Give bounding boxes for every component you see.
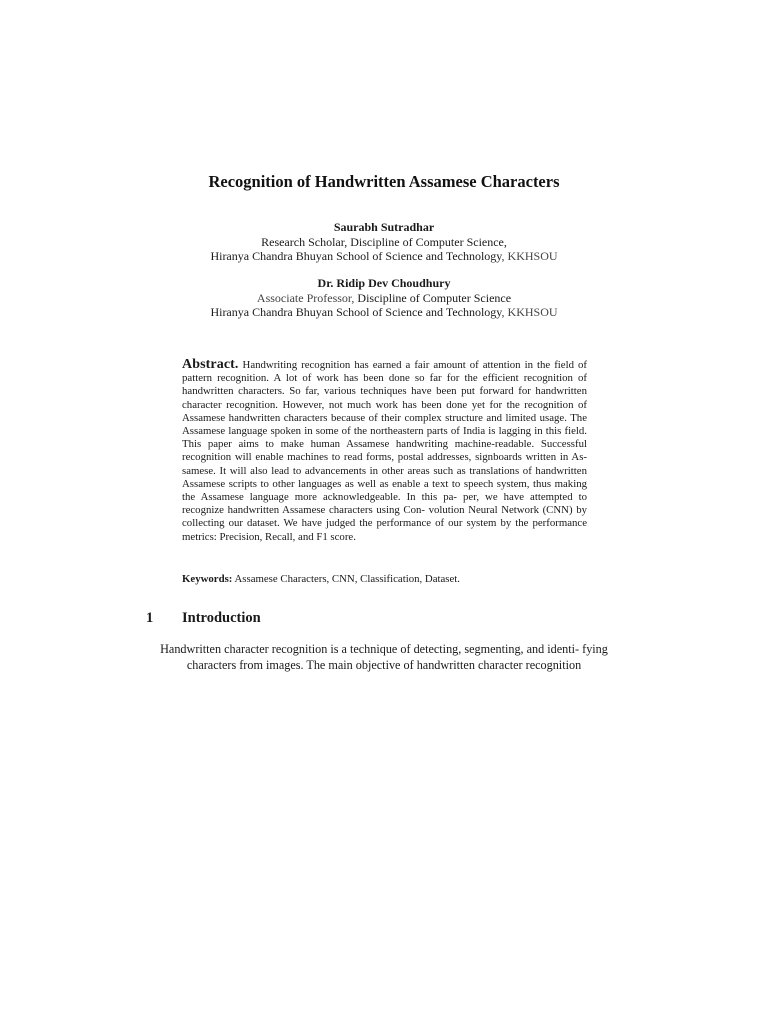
author-role <box>0 291 768 306</box>
section-paragraph: Handwritten character recognition is a technique of detecting, segmenting, and identi- fying characters from images. The main objective of handwritten character recognition <box>160 642 608 672</box>
author-block-2 <box>0 276 768 320</box>
section-heading <box>146 610 261 627</box>
author-affiliation <box>0 249 768 264</box>
keywords <box>182 573 587 586</box>
author-name: Dr. Ridip Dev Choudhury <box>317 276 451 290</box>
keywords-text: Assamese Characters, CNN, Classification, Dataset. <box>234 573 460 585</box>
abstract-text: Handwriting recognition has earned a fair amount of attention in the field of pattern recognition. A lot of work has been done so far for the efficient recognition of handwritten characters. So far, various techniques have been put forward for handwritten character recognition. However, not much work has been done yet for the recognition of Assamese handwritten characters because of their complex structure and limited usage. The Assamese language spoken in some of the northeastern parts of India is lagging in this field. This paper aims to make human Assamese handwriting machine-readable. Successful recognition will enable machines to read forms, postal addresses, signboards written in As- samese. It will also lead to advancements in other areas such as translations of handwritten Assamese scripts to other languages as well as enable a text to speech system, thus making the Assamese language more acknowledgeable. In this pa- per, we have attempted to recognize handwritten Assamese characters using Con- volution Neural Network (CNN) by collecting our dataset. We have judged the performance of our system by the performance metrics: Precision, Recall, and F1 score. <box>182 359 587 543</box>
author-affiliation <box>0 305 768 320</box>
author-role-discipline: Discipline of Computer Science <box>357 290 512 305</box>
paper-title: Recognition of Handwritten Assamese Characters <box>208 172 560 191</box>
author-role: Research Scholar, Discipline of Computer Science, <box>261 234 507 249</box>
affiliation-university: , KKHSOU <box>501 305 558 319</box>
author-name: Saurabh Sutradhar <box>333 220 435 234</box>
abstract-label: Abstract. <box>182 357 239 372</box>
author-block-1 <box>0 220 768 264</box>
affiliation-school: Hiranya Chandra Bhuyan School of Science and Technology <box>210 305 502 319</box>
affiliation-school: Hiranya Chandra Bhuyan School of Science and Technology <box>210 249 502 263</box>
section-number: 1 <box>146 610 154 626</box>
abstract <box>182 358 587 544</box>
author-role-prefix: Associate Professor, <box>256 290 358 305</box>
affiliation-university: , KKHSOU <box>501 249 558 263</box>
section-title: Introduction <box>182 610 261 626</box>
keywords-label: Keywords: <box>182 573 233 585</box>
